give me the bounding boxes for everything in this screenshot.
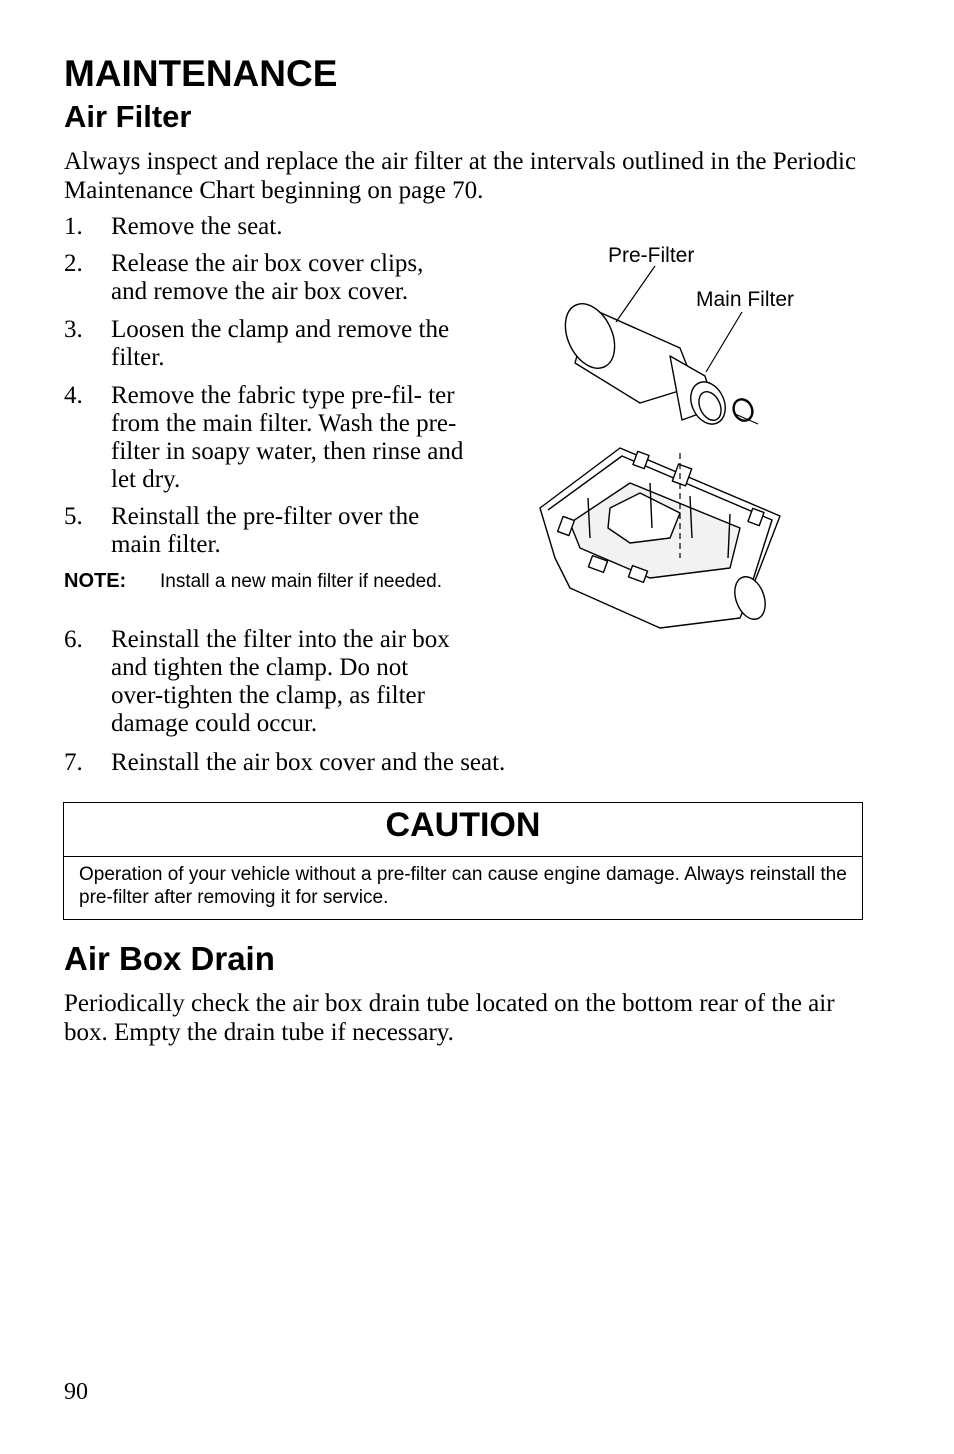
note xyxy=(64,570,444,593)
section-title: MAINTENANCE xyxy=(64,53,338,94)
air-box-drain-paragraph: Periodically check the air box drain tube located on the bottom rear of the air box. Empty the drain tube if necessary. xyxy=(64,990,835,1046)
step-text: Remove the fabric type pre-fil- ter from the main filter. Wash the pre-filter in soapy water, then rinse and let dry. xyxy=(111,382,464,493)
note-label: NOTE: xyxy=(64,570,127,592)
step-7 xyxy=(64,749,624,777)
step-2 xyxy=(64,250,459,306)
subsection-title-air-filter: Air Filter xyxy=(64,99,192,134)
step-text: Release the air box cover clips, and remove the air box cover. xyxy=(111,250,424,305)
step-text: Loosen the clamp and remove the filter. xyxy=(111,316,450,371)
step-1 xyxy=(64,213,564,241)
step-number: 2. xyxy=(64,250,83,277)
callout-main-filter: Main Filter xyxy=(696,288,795,311)
step-number: 5. xyxy=(64,503,83,530)
step-text: Reinstall the air box cover and the seat. xyxy=(111,749,506,776)
subsection-title-air-box-drain: Air Box Drain xyxy=(64,940,275,977)
step-5 xyxy=(64,503,464,559)
step-number: 4. xyxy=(64,382,83,409)
step-3 xyxy=(64,316,459,372)
step-number: 7. xyxy=(64,749,83,776)
step-text: Reinstall the filter into the air box and tighten the clamp. Do not over-tighten the clamp, as filter damage could occur. xyxy=(111,626,450,737)
note-text: Install a new main filter if needed. xyxy=(160,571,442,592)
step-text: Remove the seat. xyxy=(111,213,283,240)
step-4 xyxy=(64,382,464,494)
caution-box xyxy=(63,802,863,920)
intro-paragraph: Always inspect and replace the air filter at the intervals outlined in the Periodic Maintenance Chart beginning on page 70. xyxy=(64,148,857,204)
page-number: 90 xyxy=(64,1379,88,1405)
step-6 xyxy=(64,626,459,738)
callout-pre-filter: Pre-Filter xyxy=(608,244,695,267)
step-number: 3. xyxy=(64,316,83,343)
step-number: 6. xyxy=(64,626,83,653)
step-number: 1. xyxy=(64,213,83,240)
caution-title: CAUTION xyxy=(64,803,862,857)
caution-text: Operation of your vehicle without a pre-filter can cause engine damage. Always reinstall the pre-filter after removing it for service. xyxy=(79,864,847,908)
step-text: Reinstall the pre-filter over the main filter. xyxy=(111,503,420,558)
